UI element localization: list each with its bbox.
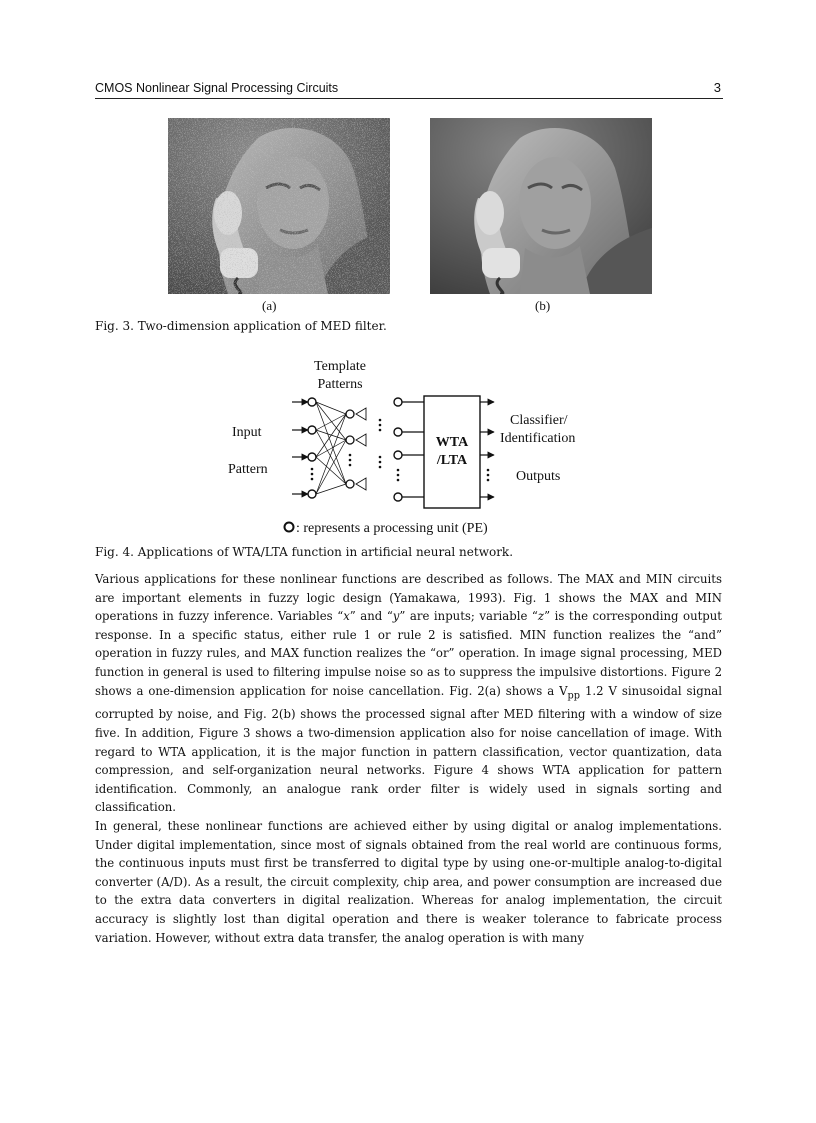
classifier-label-line1: Classifier/: [510, 413, 568, 428]
wta-network-diagram: [200, 352, 620, 540]
wta-label: WTA: [435, 435, 469, 450]
running-title: CMOS Nonlinear Signal Processing Circuits: [95, 81, 339, 95]
woman-on-phone-noisy-picture: [168, 118, 390, 294]
wta-lta-block: [424, 396, 480, 508]
page-number: 3: [713, 80, 721, 95]
input-arrows: [292, 402, 308, 494]
noisy-image: [168, 118, 390, 294]
input-nodes: [308, 398, 316, 498]
weight-connections: [316, 402, 346, 494]
figure4-caption: Fig. 4. Applications of WTA/LTA function in artificial neural network.: [95, 545, 514, 559]
pe-legend-icon: [285, 523, 294, 532]
figure3-sublabel-b: (b): [535, 298, 551, 313]
pattern-label: Pattern: [228, 462, 268, 477]
input-label: Input: [232, 425, 262, 440]
template-label-line2: Patterns: [317, 377, 363, 392]
pe-legend-text: : represents a processing unit (PE): [296, 521, 488, 536]
woman-on-phone-filtered-picture: [430, 118, 652, 294]
paragraph-implementations: In general, these nonlinear functions are achieved either by using digital or analog implementations. Under digital implementation, since most of signals obtained from the real world are continuous forms, the continuous inputs must first be transferred to digital type by using one-or-multiple analog-to-digital converter (A/D). As a result, the circuit complexity, chip area, and power consumption are increased due to the extra data converters in digital realization. Whereas for analog implementation, the circuit accuracy is slightly lost than digital operation and there is weaker tolerance to fabricate process variation. However, without extra data transfer, the analog operation is with many: [95, 819, 722, 945]
outputs-label: Outputs: [516, 469, 561, 484]
lta-label: /LTA: [436, 453, 468, 468]
figure3-caption: Fig. 3. Two-dimension application of MED filter.: [95, 319, 387, 333]
paragraph-applications: Various applications for these nonlinear functions are described as follows. The MAX and MIN circuits are important elements in fuzzy logic design (Yamakawa, 1993). Fig. 1 shows the MAX and MIN operations in fuzzy inference. Variables “x” and “y” are inputs; variable “z” is the corresponding output response. In a specific status, either rule 1 or rule 2 is satisfied. MIN function realizes the “and” operation in fuzzy rules, and MAX function realizes the “or” operation. In image signal processing, MED function in general is used to filtering impulse noise so as to suppress the impulsive distortions. Figure 2 shows a one-dimension application for noise cancellation. Fig. 2(a) shows a $V_{pp}$ 1.2 V sinusoidal signal corrupted by noise, and Fig. 2(b) shows the processed signal after MED filtering with a window of size five. In addition, Figure 3 shows a two-dimension application also for noise cancellation of image. With regard to WTA application, it is the major function in pattern classification, vector quantization, data compression, and self-organization neural networks. Figure 4 shows WTA application for pattern identification. Commonly, an analogue rank order filter is widely used in signals sorting and classification.: [95, 572, 723, 815]
output-arrows: [480, 402, 494, 497]
template-label-line1: Template: [314, 359, 366, 374]
figure3-sublabel-a: (a): [262, 298, 277, 313]
filtered-image: [430, 118, 652, 294]
pe-nodes: [394, 398, 402, 501]
template-nodes: [346, 408, 366, 490]
body-text: [95, 570, 722, 947]
classifier-label-line2: Identification: [500, 431, 576, 446]
running-header: [95, 80, 723, 99]
pe-links: [402, 402, 424, 497]
